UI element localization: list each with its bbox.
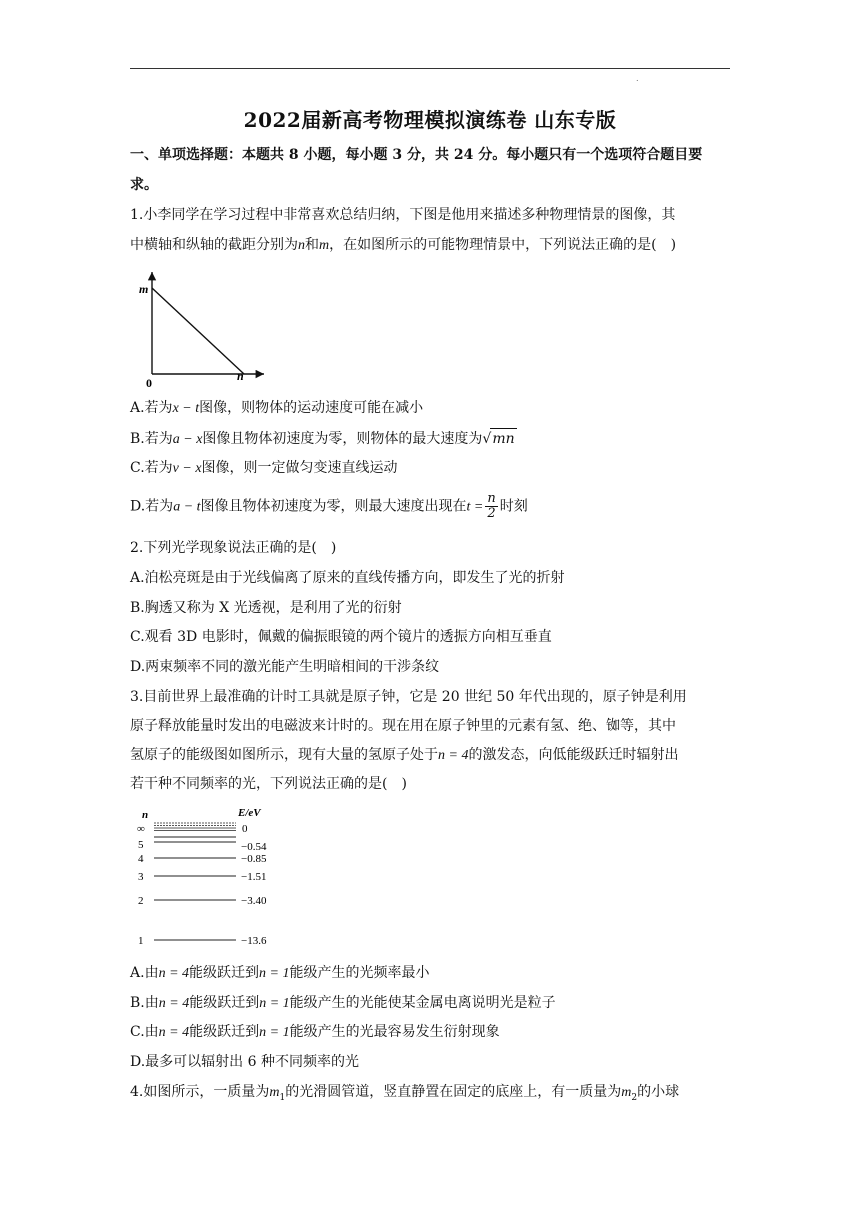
level-e-inf: 0 [242,823,248,835]
q2-option-a: A.泊松亮斑是由于光线偏离了原来的直线传播方向，即发生了光的折射 [130,570,565,586]
level-n-inf: ∞ [137,823,145,835]
q2-option-c: C.观看 3D 电影时，佩戴的偏振眼镜的两个镜片的透振方向相互垂直 [130,629,552,645]
q3-option-a: A.由n = 4能级跃迁到n = 1能级产生的光频率最小 [130,965,430,981]
level-n-3: 3 [138,871,144,883]
level-n-1: 1 [138,935,144,947]
page-title: 2022届新高考物理模拟演练卷 山东专版 [243,108,617,132]
q2-option-b: B.胸透又称为 X 光透视，是利用了光的衍射 [130,600,402,616]
y-intercept-label: m [139,282,149,296]
q1-option-a: A.若为x − t图像，则物体的运动速度可能在减小 [130,400,424,416]
q1-option-d: D.若为a − t图像且物体初速度为零，则最大速度出现在t = $\frac{n}{2}$ 时刻 [130,491,528,521]
level-n-5: 5 [138,839,144,851]
q1-graph [132,266,272,390]
q3-option-c: C.由n = 4能级跃迁到n = 1能级产生的光最容易发生衍射现象 [130,1024,500,1040]
header-rule [130,68,730,69]
q2-option-d: D.两束频率不同的激光能产生明暗相间的干涉条纹 [130,659,440,675]
section-heading: 一、单项选择题：本题共 8 小题，每小题 3 分，共 24 分。每小题只有一个选项符合题目要 [130,147,703,163]
level-e-4: −0.85 [241,853,267,865]
intercept-line [152,288,244,374]
q3-stem-line1: 3.目前世界上最准确的计时工具就是原子钟，它是 20 世纪 50 年代出现的，原子钟是利用 [130,689,687,705]
level-n-4: 4 [138,853,144,865]
q3-stem-line2: 原子释放能量时发出的电磁波来计时的。现在用在原子钟里的元素有氢、绝、铷等，其中 [130,718,676,734]
energy-level-diagram [132,802,292,952]
q3-stem-line4: 若干种不同频率的光，下列说法正确的是( ) [130,776,407,792]
continuum-lines [154,823,236,831]
level-n-2: 2 [138,895,144,907]
section-heading-cont: 求。 [130,177,158,193]
level-e-1: −13.6 [241,935,267,947]
q2-stem: 2.下列光学现象说法正确的是( ) [130,540,337,556]
q3-stem-line3: 氢原子的能级图如图所示，现有大量的氢原子处于n = 4的激发态，向低能级跃迁时辐射出 [130,747,679,763]
energy-header: E/eV [238,807,261,819]
x-intercept-label: n [237,369,244,383]
q1-stem-line1: 1.小李同学在学习过程中非常喜欢总结归纳，下图是他用来描述多种物理情景的图像，其 [130,207,676,223]
q3-option-d: D.最多可以辐射出 6 种不同频率的光 [130,1054,359,1070]
q3-option-b: B.由n = 4能级跃迁到n = 1能级产生的光能使某金属电离说明光是粒子 [130,995,556,1011]
q1-stem-line2: 中横轴和纵轴的截距分别为n和m，在如图所示的可能物理情景中，下列说法正确的是( ) [130,237,677,253]
header-dot: . [636,74,639,83]
q1-option-c: C.若为v − x图像，则一定做匀变速直线运动 [130,460,398,476]
origin-label: 0 [146,376,152,390]
level-e-5: −0.54 [241,841,267,853]
q1-option-b: B.若为a − x图像且物体初速度为零，则物体的最大速度为√mn [130,428,517,450]
fraction-n-over-2: $\frac{n}{2}$ [487,491,496,521]
q4-stem: 4.如图所示，一质量为$m_1$的光滑圆管道，竖直静置在固定的底座上，有一质量为$m_2$的小球 [130,1084,680,1103]
n-header: n [142,809,149,821]
level-e-3: −1.51 [241,871,267,883]
level-e-2: −3.40 [241,895,267,907]
